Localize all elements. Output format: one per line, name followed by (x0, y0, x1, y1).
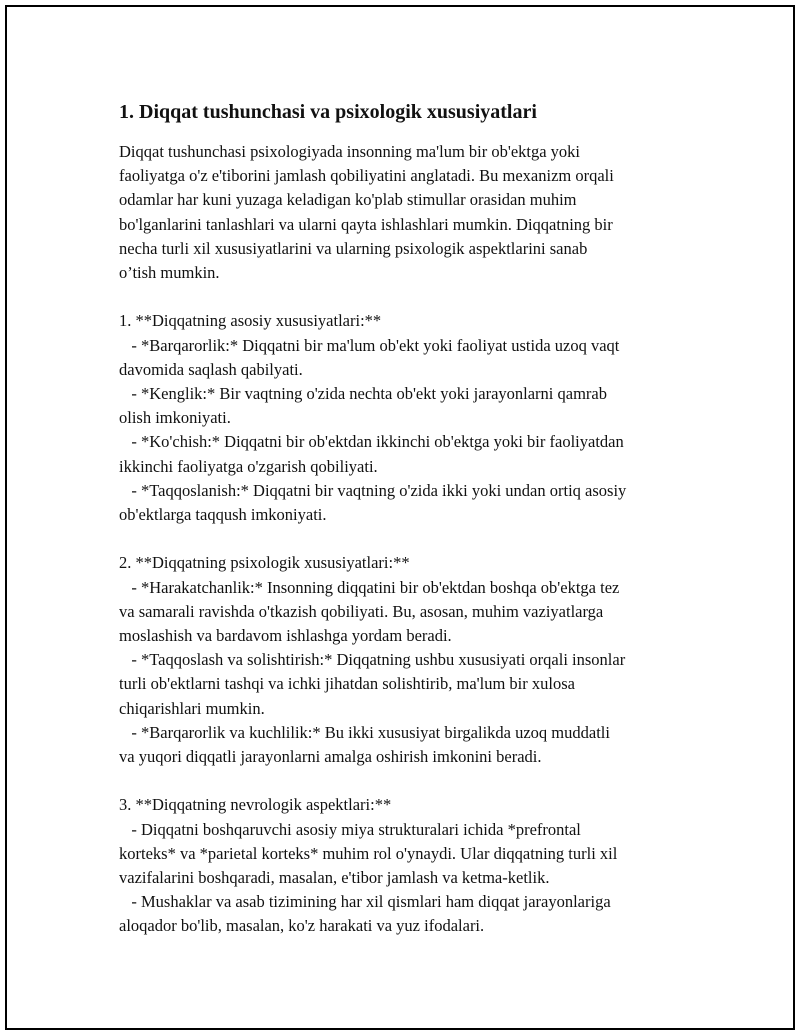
text-line: - *Taqqoslash va solishtirish:* Diqqatning ushbu xususiyati orqali insonlar (119, 650, 626, 670)
document-body (119, 98, 699, 939)
section-neurological-aspects (119, 793, 699, 938)
text-line: vazifalarini boshqaradi, masalan, e'tibor jamlash va ketma-ketlik. (119, 868, 550, 888)
text-line: Diqqat tushunchasi psixologiyada insonning ma'lum bir ob'ektga yoki (119, 142, 581, 161)
text-line: - *Harakatchanlik:* Insonning diqqatini bir ob'ektdan boshqa ob'ektga tez (119, 577, 620, 597)
text-line: necha turli xil xususiyatlarini va ularning psixologik aspektlarini sanab (119, 238, 588, 258)
text-line: moslashish va bardavom ishlashga yordam beradi. (119, 626, 452, 646)
text-line: bo'lganlarini tanlashlari va ularni qayta ishlashlari mumkin. Diqqatning bir (119, 214, 613, 234)
section-basic-properties (119, 309, 699, 527)
page-frame (5, 5, 795, 1030)
text-line: odamlar har kuni yuzaga keladigan ko'plab stimullar orasidan muhim (119, 190, 577, 210)
intro-paragraph (119, 140, 699, 285)
text-line: faoliyatga o'z e'tiborini jamlash qobiliyatini anglatadi. Bu mexanizm orqali (119, 166, 614, 186)
text-line: - Diqqatni boshqaruvchi asosiy miya strukturalari ichida *prefrontal (119, 819, 581, 839)
text-line: turli ob'ektlarni tashqi va ichki jihatdan solishtirib, ma'lum bir xulosa (119, 674, 575, 694)
section-psychological-properties (119, 551, 699, 769)
text-line: va yuqori diqqatli jarayonlarni amalga oshirish imkonini beradi. (119, 747, 542, 767)
section-heading: 3. **Diqqatning nevrologik aspektlari:** (119, 795, 392, 815)
text-line: korteks* va *parietal korteks* muhim rol o'ynaydi. Ular diqqatning turli xil (119, 843, 618, 863)
text-line: - *Barqarorlik va kuchlilik:* Bu ikki xususiyat birgalikda uzoq muddatli (119, 722, 610, 742)
blank-line (119, 527, 699, 551)
text-line: ob'ektlarga taqqush imkoniyati. (119, 505, 327, 525)
section-heading: 2. **Diqqatning psixologik xususiyatlari:** (119, 553, 410, 573)
text-line: va samarali ravishda o'tkazish qobiliyati. Bu, asosan, muhim vaziyatlarga (119, 601, 604, 621)
text-line: - *Ko'chish:* Diqqatni bir ob'ektdan ikkinchi ob'ektga yoki bir faoliyatdan (119, 432, 624, 452)
text-line: - *Kenglik:* Bir vaqtning o'zida nechta ob'ekt yoki jarayonlarni qamrab (119, 384, 607, 404)
section-heading: 1. **Diqqatning asosiy xususiyatlari:** (119, 311, 382, 331)
text-line: o’tish mumkin. (119, 263, 220, 283)
text-line: aloqador bo'lib, masalan, ko'z harakati va yuz ifodalari. (119, 916, 485, 936)
text-line: - *Taqqoslanish:* Diqqatni bir vaqtning o'zida ikki yoki undan ortiq asosiy (119, 480, 627, 500)
blank-line (119, 769, 699, 793)
text-line: olish imkoniyati. (119, 408, 231, 428)
text-line: - *Barqarorlik:* Diqqatni bir ma'lum ob'ekt yoki faoliyat ustida uzoq vaqt (119, 335, 620, 355)
text-line: - Mushaklar va asab tizimining har xil qismlari ham diqqat jarayonlariga (119, 892, 611, 912)
document-title: 1. Diqqat tushunchasi va psixologik xususiyatlari (119, 101, 537, 123)
blank-line (119, 285, 699, 309)
text-line: chiqarishlari mumkin. (119, 698, 265, 718)
text-line: ikkinchi faoliyatga o'zgarish qobiliyati. (119, 456, 378, 476)
text-line: davomida saqlash qabilyati. (119, 359, 303, 379)
